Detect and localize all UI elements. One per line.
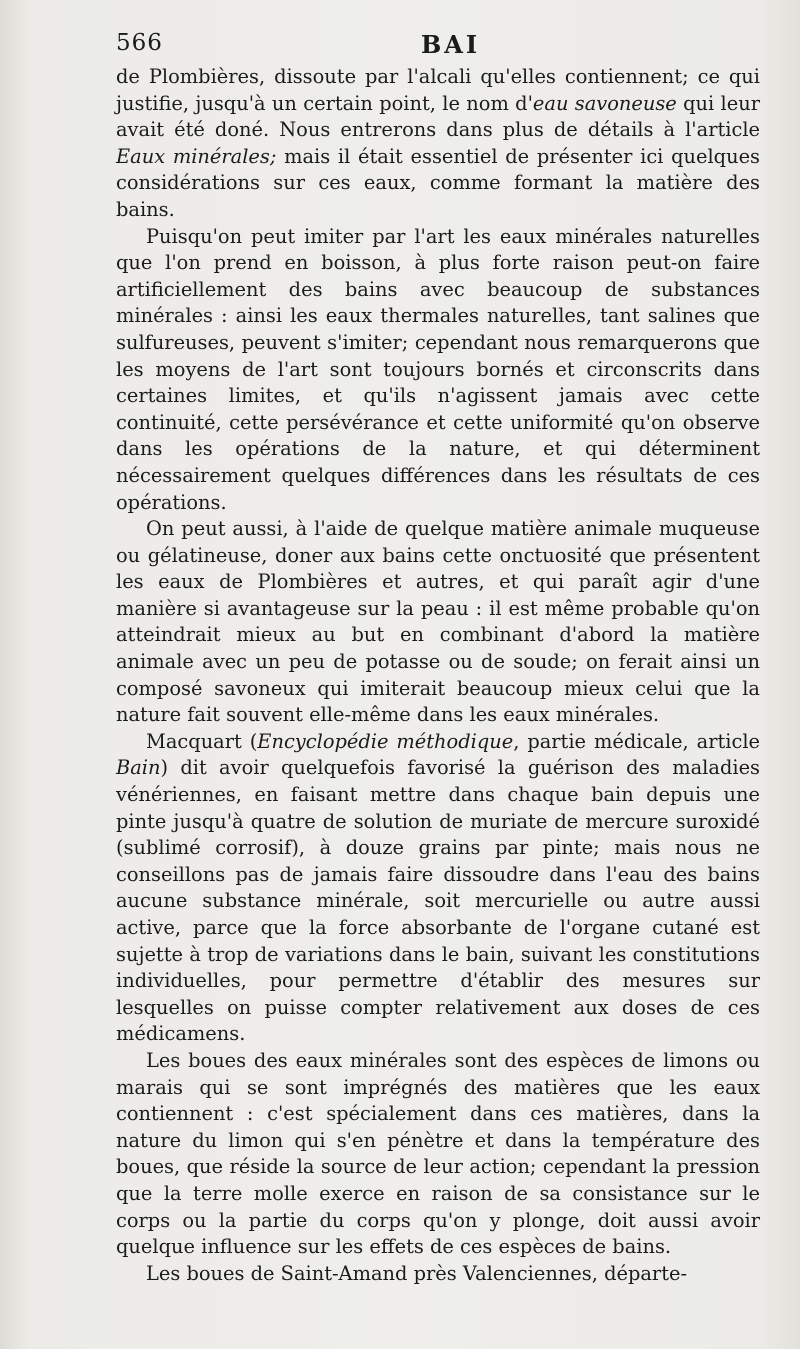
italic-term-eau-savoneuse: eau savoneuse (532, 91, 677, 115)
italic-reference-bain: Bain (116, 756, 161, 780)
body-text (116, 64, 760, 1287)
text-segment: ) dit avoir quelquefois favorisé la guérison des maladies vénériennes, en faisant mettre dans chaque bain depuis une pinte jusqu'à quatre de solution de muriate de mercure suroxidé (sublimé corrosif), à douze grains par pinte; mais nous ne conseillons pas de jamais faire dissoudre dans l'eau des bains aucune substance minérale, soit mercurielle ou autre aussi active, parce que la force absorbante de l'organe cutané est sujette à trop de variations dans le bain, suivant les constitutions individuelles, pour permettre d'établir des mesures sur lesquelles on puisse compter relativement aux doses de ces médicamens. (116, 756, 760, 1046)
text-segment: Macquart ( (146, 729, 258, 753)
text-segment: mais il était essentiel de présenter ici quelques considérations sur ces eaux, comme formant la matière des bains. (116, 144, 760, 221)
page-header (116, 30, 766, 64)
paragraph-artificial-baths: Puisqu'on peut imiter par l'art les eaux minérales naturelles que l'on prend en boisson, à plus forte raison peut-on faire artificiellement des bains avec beaucoup de substances minérales : ainsi les eaux thermales naturelles, tant salines que sulfureuses, peuvent s'imiter; cependant nous remarquerons que les moyens de l'art sont toujours bornés et circonscrits dans certaines limites, et qu'ils n'agissent jamais avec cette continuité, cette persévérance et cette uniformité qu'on observe dans les opérations de la nature, et qui déterminent nécessairement quelques différences dans les résultats de ces opérations. (116, 224, 760, 514)
paragraph-saint-amand: Les boues de Saint-Amand près Valenciennes, départe- (146, 1261, 688, 1285)
page-number: 566 (116, 30, 163, 56)
paragraph-boues: Les boues des eaux minérales sont des espèces de limons ou marais qui se sont imprégnés des matières que les eaux contiennent : c'est spécialement dans ces matières, dans la nature du limon qui s'en pénètre et dans la température des boues, que réside la source de leur action; cependant la pression que la terre molle exerce en raison de sa consistance sur le corps ou la partie du corps qu'on y plonge, doit aussi avoir quelque influence sur les effets de ces espèces de bains. (116, 1048, 760, 1259)
text-segment: , partie médicale, article (513, 729, 760, 753)
text-segment: qui leur avait été doné. Nous entrerons dans plus de détails à l'article (116, 91, 760, 142)
italic-reference-eaux-minerales: Eaux minérales; (116, 144, 277, 168)
paragraph-plombieres-continuation (116, 64, 760, 224)
italic-reference-encyclopedie: Encyclopédie méthodique (257, 729, 514, 753)
running-head: BAI (421, 30, 481, 59)
text-segment: de Plombières, dissoute par l'alcali qu'elles contiennent; ce qui justifie, jusqu'à un certain point, le nom d' (116, 65, 760, 115)
paragraph-animal-matter: On peut aussi, à l'aide de quelque matière animale muqueuse ou gélatineuse, doner aux bains cette onctuosité que présentent les eaux de Plombières et autres, et qui paraît agir d'une manière si avantageuse sur la peau : il est même probable qu'on atteindrait mieux au but en combinant d'abord la matière animale avec un peu de potasse ou de soude; on ferait ainsi un composé savoneux qui imiterait beaucoup mieux celui que la nature fait souvent elle-même dans les eaux minérales. (116, 517, 760, 727)
paragraph-macquart (116, 729, 760, 1048)
